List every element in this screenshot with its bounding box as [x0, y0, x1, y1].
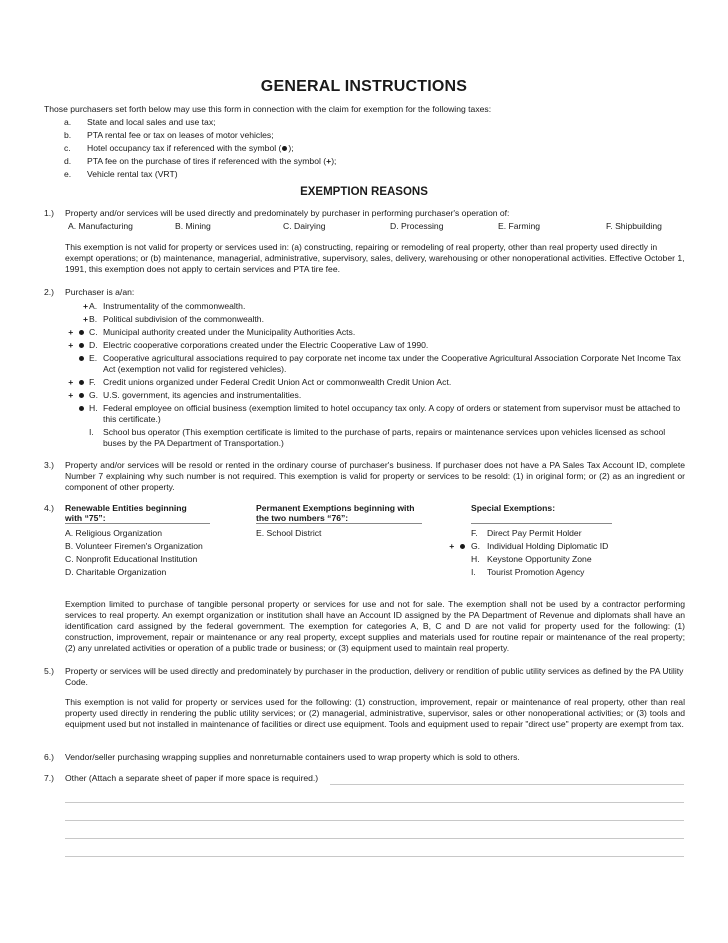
- item-letter: D.: [89, 340, 98, 350]
- item-markers: [55, 403, 85, 414]
- item-markers: [55, 377, 85, 388]
- other-explanation-line[interactable]: [65, 802, 684, 803]
- hotel-tax-dot-icon: [79, 393, 84, 398]
- item-markers: [58, 301, 88, 312]
- hotel-tax-dot-icon: [79, 356, 84, 361]
- reason-number: 7.): [44, 773, 55, 783]
- operation-item: B. Mining: [175, 221, 211, 231]
- reason5-text: Property or services will be used directly and predominately by purchaser in the production, delivery or rendition of public utility services as defined by the PA Utility Code.: [65, 666, 684, 687]
- item-text: Federal employee on official business (exemption limited to hotel occupancy tax only. A copy of orders or statement from supervisor must be attached to this certificate.): [103, 403, 681, 424]
- item-letter: A.: [89, 301, 98, 311]
- tax-text: Vehicle rental tax (VRT): [87, 169, 178, 179]
- special-exemption-letter: H.: [471, 554, 480, 564]
- item-markers: [55, 390, 85, 401]
- item-text: Credit unions organized under Federal Credit Union Act or commonwealth Credit Union Act.: [103, 377, 452, 387]
- hotel-tax-dot-icon: [79, 406, 84, 411]
- tax-text-tire: PTA fee on the purchase of tires if referenced with the symbol (+);: [87, 156, 337, 166]
- item-text: Cooperative agricultural associations required to pay corporate net income tax under the Cooperative Agricultural Association Corporate Net Income Tax Act (exemption not valid for registered vehicles).: [103, 353, 681, 374]
- operation-item: A. Manufacturing: [68, 221, 133, 231]
- renewable-entity-item: A. Religious Organization: [65, 528, 162, 538]
- other-explanation-line[interactable]: [65, 820, 684, 821]
- section-title: EXEMPTION REASONS: [300, 186, 428, 198]
- item-markers: [55, 353, 85, 364]
- tax-letter: e.: [64, 169, 72, 179]
- item-markers: [55, 327, 85, 338]
- tax-text-hotel: Hotel occupancy tax if referenced with the symbol ( );: [87, 143, 294, 153]
- item-markers: [55, 340, 85, 351]
- hotel-tax-dot-icon: [79, 330, 84, 335]
- reason-number: 4.): [44, 503, 55, 513]
- tax-letter: d.: [64, 156, 72, 166]
- tax-letter: b.: [64, 130, 72, 140]
- renewable-entity-item: C. Nonprofit Educational Institution: [65, 554, 198, 564]
- item-letter: I.: [89, 427, 94, 437]
- item-markers: [436, 541, 466, 552]
- reason-number: 3.): [44, 460, 55, 470]
- plus-symbol: +: [68, 340, 74, 350]
- item-letter: F.: [89, 377, 96, 387]
- item-text: U.S. government, its agencies and instrumentalities.: [103, 390, 302, 400]
- reason5-note: This exemption is not valid for property or services used for the following: (1) construction, improvement, repair or maintenance of real property, other than real property used directly in rendering the public utility services; or (2) managerial, administrative, supervisor, sales or other nonoperational activities; or (3) tools and equipment used but not installed in maintenance of facilities or direct use equipment. Tools and equipment used to repair "direct use" property are exempt from tax.: [65, 697, 685, 729]
- item-letter: B.: [89, 314, 98, 324]
- reason1-note: This exemption is not valid for property or services used in: (a) constructing, repairing or remodeling of real property, other than real property used directly in exempt operations; or (b) maintenance, managerial, administrative, supervisory, sales, delivery, warehousing or other nonoperational activities. Effective October 1, 1991, this exemption does not apply to certain services and PTA tire fee.: [65, 242, 685, 274]
- tax-text: State and local sales and use tax;: [87, 117, 216, 127]
- special-exemption-item: Keystone Opportunity Zone: [487, 554, 592, 564]
- plus-symbol: +: [68, 327, 74, 337]
- plus-symbol: +: [326, 156, 332, 166]
- column-rule: [256, 523, 422, 524]
- operation-item: F. Shipbuilding: [606, 221, 662, 231]
- column-rule: [65, 523, 210, 524]
- reason3-text: Property and/or services will be resold or rented in the ordinary course of purchaser's business. If purchaser does not have a PA Sales Tax Account ID, complete Number 7 explaining why such number is not required. This exemption is valid for property or services to be resold: (1) in original form; or (2) as an ingredient or component of other property.: [65, 460, 685, 492]
- page-title: GENERAL INSTRUCTIONS: [260, 78, 468, 95]
- reason-number: 2.): [44, 287, 55, 297]
- permanent-exemptions-heading: Permanent Exemptions beginning with the two numbers “76”:: [256, 503, 415, 523]
- special-exemptions-heading: Special Exemptions:: [471, 503, 556, 513]
- tax-text: PTA rental fee or tax on leases of motor vehicles;: [87, 130, 274, 140]
- operation-item: E. Farming: [498, 221, 541, 231]
- special-exemption-item: Direct Pay Permit Holder: [487, 528, 582, 538]
- hotel-tax-dot-icon: [460, 544, 465, 549]
- item-text: School bus operator (This exemption certificate is limited to the purchase of parts, repairs or maintenance services upon vehicles licensed as school buses by the PA Department of Transportation.): [103, 427, 666, 448]
- special-exemption-item: Individual Holding Diplomatic ID: [487, 541, 609, 551]
- intro-text: Those purchasers set forth below may use this form in connection with the claim for exemption for the following taxes:: [44, 104, 492, 114]
- special-exemption-letter: F.: [471, 528, 478, 538]
- tax-letter: c.: [64, 143, 71, 153]
- reason7-text: Other (Attach a separate sheet of paper if more space is required.): [65, 773, 319, 783]
- reason-number: 6.): [44, 752, 55, 762]
- plus-symbol: +: [68, 377, 74, 387]
- item-text: Instrumentality of the commonwealth.: [103, 301, 246, 311]
- item-markers: [58, 314, 88, 325]
- operation-item: C. Dairying: [283, 221, 326, 231]
- renewable-entity-item: D. Charitable Organization: [65, 567, 167, 577]
- item-text: Municipal authority created under the Municipality Authorities Acts.: [103, 327, 356, 337]
- reason-number: 1.): [44, 208, 55, 218]
- item-text: Electric cooperative corporations created under the Electric Cooperative Law of 1990.: [103, 340, 429, 350]
- operation-item: D. Processing: [390, 221, 444, 231]
- permanent-exemption-item: E. School District: [256, 528, 322, 538]
- item-text: Political subdivision of the commonwealth.: [103, 314, 264, 324]
- reason1-text: Property and/or services will be used directly and predominately by purchaser in performing purchaser's operation of:: [65, 208, 510, 218]
- column-rule: [471, 523, 612, 524]
- renewable-entities-heading: Renewable Entities beginning with “75”:: [65, 503, 187, 523]
- item-letter: C.: [89, 327, 98, 337]
- special-exemption-letter: I.: [471, 567, 476, 577]
- special-exemption-letter: G.: [471, 541, 481, 551]
- other-explanation-line[interactable]: [65, 838, 684, 839]
- plus-symbol: +: [82, 314, 88, 324]
- plus-symbol: +: [82, 301, 88, 311]
- item-letter: H.: [89, 403, 98, 413]
- item-letter: E.: [89, 353, 98, 363]
- reason4-note: Exemption limited to purchase of tangible personal property or services for use and not for sale. The exemption shall not be used by a contractor performing services to real property. An exempt organization or institution shall have an Account ID assigned by the PA Department of Revenue and diplomats shall have an identification card assigned by the federal government. The exemption for categories A, B, C and D are not valid for property used for the following: (1) construction, improvement, repair or maintenance or any real property, except supplies and materials used for routine repair or maintenance of the real property; (2) any unrelated activities or operation of a public trade or business; or (3) equipment used to maintain real property.: [65, 599, 685, 653]
- reason2-text: Purchaser is a/an:: [65, 287, 135, 297]
- plus-symbol: +: [68, 390, 74, 400]
- other-explanation-line[interactable]: [65, 856, 684, 857]
- hotel-tax-dot-icon: [282, 146, 287, 151]
- plus-symbol: +: [449, 541, 455, 551]
- other-explanation-line[interactable]: [330, 784, 684, 785]
- special-exemption-item: Tourist Promotion Agency: [487, 567, 585, 577]
- tax-letter: a.: [64, 117, 72, 127]
- reason6-text: Vendor/seller purchasing wrapping supplies and nonreturnable containers used to wrap property which is sold to others.: [65, 752, 520, 762]
- reason-number: 5.): [44, 666, 55, 676]
- renewable-entity-item: B. Volunteer Firemen's Organization: [65, 541, 203, 551]
- item-letter: G.: [89, 390, 99, 400]
- hotel-tax-dot-icon: [79, 343, 84, 348]
- hotel-tax-dot-icon: [79, 380, 84, 385]
